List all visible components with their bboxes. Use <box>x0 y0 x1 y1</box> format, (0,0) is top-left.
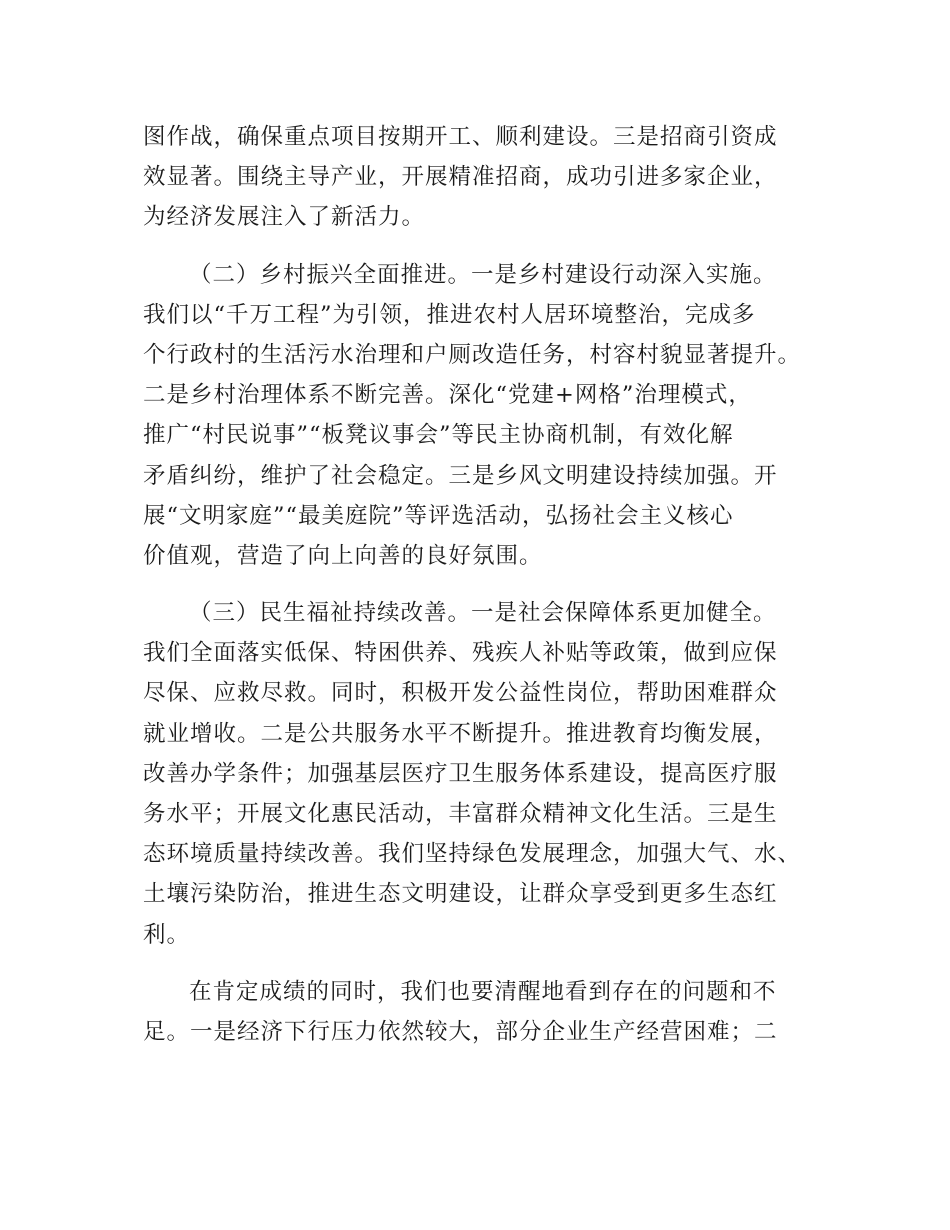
paragraph-line: 展“文明家庭”“最美庭院”等评选活动，弘扬社会主义核心 <box>143 502 734 529</box>
paragraph-line: 利。 <box>143 921 191 948</box>
document-body <box>143 117 833 1052</box>
paragraph-line: 我们全面落实低保、特困供养、残疾人补贴等政策，做到应保 <box>143 640 778 667</box>
paragraph-line: 改善办学条件；加强基层医疗卫生服务体系建设，提高医疗服 <box>143 760 778 787</box>
paragraph-line: 价值观，营造了向上向善的良好氛围。 <box>143 542 543 569</box>
paragraph-line: 就业增收。二是公共服务水平不断提升。推进教育均衡发展， <box>143 720 778 747</box>
paragraph-line: 矛盾纠纷，维护了社会稳定。三是乡风文明建设持续加强。开 <box>143 462 778 489</box>
paragraph-line: 效显著。围绕主导产业，开展精准招商，成功引进多家企业， <box>143 164 778 191</box>
paragraph-line: 二是乡村治理体系不断完善。深化“党建+网格”治理模式， <box>143 382 752 409</box>
paragraph-spacer <box>143 576 833 593</box>
paragraph-line: 我们以“千万工程”为引领，推进农村人居环境整治，完成多 <box>143 301 756 328</box>
paragraph-line: 尽保、应救尽救。同时，积极开发公益性岗位，帮助困难群众 <box>143 680 778 707</box>
paragraph-3 <box>143 593 833 955</box>
paragraph-line: 为经济发展注入了新活力。 <box>143 204 426 231</box>
paragraph-2 <box>143 255 833 577</box>
paragraph-spacer <box>143 955 833 972</box>
paragraph-line: 推广“村民说事”“板凳议事会”等民主协商机制，有效化解 <box>143 422 734 449</box>
paragraph-4 <box>143 972 833 1052</box>
paragraph-line: 务水平；开展文化惠民活动，丰富群众精神文化生活。三是生 <box>143 801 778 827</box>
paragraph-line: 态环境质量持续改善。我们坚持绿色发展理念，加强大气、水、 <box>143 841 802 868</box>
paragraph-line: 足。一是经济下行压力依然较大，部分企业生产经营困难；二 <box>143 1018 778 1045</box>
paragraph-line: （二）乡村振兴全面推进。一是乡村建设行动深入实施。 <box>189 261 777 288</box>
paragraph-line: （三）民生福祉持续改善。一是社会保障体系更加健全。 <box>189 600 777 627</box>
paragraph-line: 土壤污染防治，推进生态文明建设，让群众享受到更多生态红 <box>143 881 778 908</box>
paragraph-line: 个行政村的生活污水治理和户厕改造任务，村容村貌显著提升。 <box>143 341 802 368</box>
paragraph-line: 在肯定成绩的同时，我们也要清醒地看到存在的问题和不 <box>189 978 777 1005</box>
paragraph-1 <box>143 117 833 238</box>
paragraph-spacer <box>143 238 833 255</box>
paragraph-line: 图作战，确保重点项目按期开工、顺利建设。三是招商引资成 <box>143 124 778 150</box>
